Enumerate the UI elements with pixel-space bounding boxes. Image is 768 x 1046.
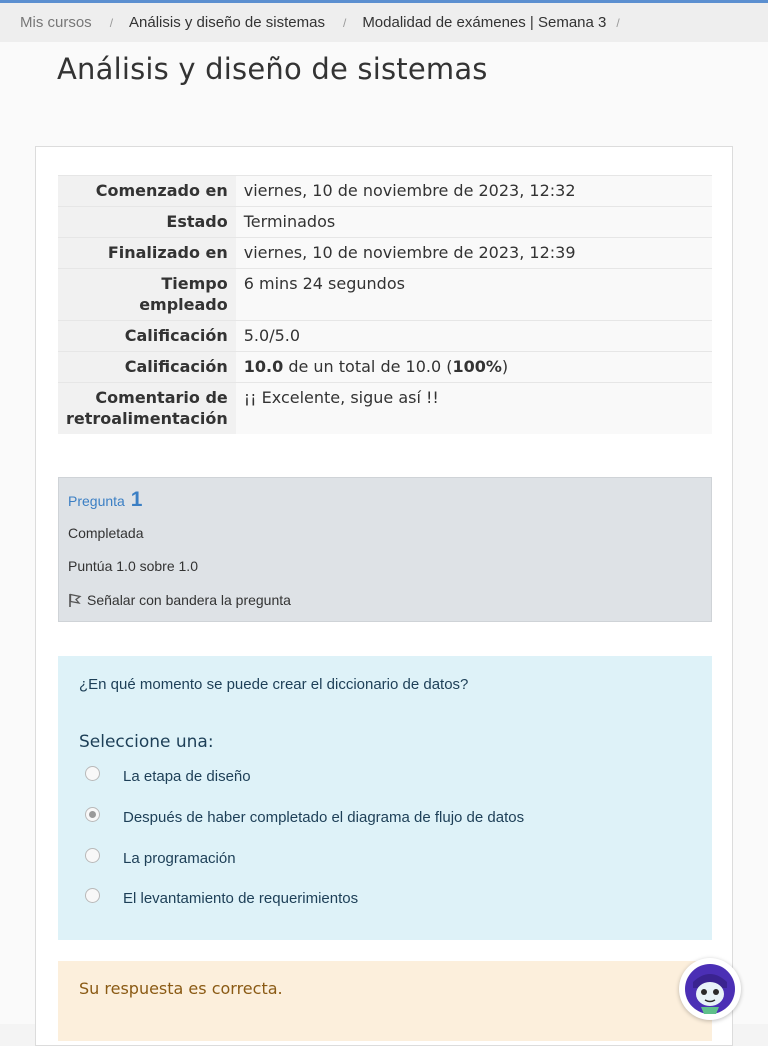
breadcrumb-separator: / [342,15,347,30]
summary-value: viernes, 10 de noviembre de 2023, 12:39 [236,238,712,269]
flag-question-label: Señalar con bandera la pregunta [87,592,291,608]
radio-button[interactable] [85,766,100,781]
question-info-panel [58,477,712,622]
summary-label-line: Tiempo [161,274,228,293]
summary-label: Comenzado en [58,176,236,207]
grade-text: de un total de 10.0 ( [283,357,453,376]
flag-question-button[interactable] [68,592,291,608]
radio-button-selected[interactable] [85,807,100,822]
summary-label-line: retroalimentación [66,409,228,428]
question-state: Completada [68,525,144,541]
chat-assistant-avatar-icon [683,962,737,1016]
attempt-summary-table [58,175,712,434]
summary-label: Calificación [58,352,236,383]
summary-value: viernes, 10 de noviembre de 2023, 12:32 [236,176,712,207]
table-row [58,383,712,435]
answer-option-label: El levantamiento de requerimientos [123,890,359,907]
answer-option-label: La programación [123,850,236,867]
table-row [58,238,712,269]
answer-option[interactable] [85,844,236,867]
feedback-panel [58,961,712,1041]
chat-assistant-button[interactable] [679,958,741,1020]
answer-option[interactable] [85,803,524,826]
feedback-message: Su respuesta es correcta. [79,979,283,998]
table-row [58,207,712,238]
quiz-review-card [35,146,733,1046]
flag-icon [68,593,82,608]
grade-text-end: ) [501,357,509,376]
summary-label: Finalizado en [58,238,236,269]
table-row [58,352,712,383]
breadcrumb-separator: / [616,15,620,30]
table-row [58,269,712,321]
question-text-panel [58,656,712,940]
radio-dot [89,811,96,818]
question-number [68,488,142,512]
summary-label [58,269,236,321]
summary-label: Estado [58,207,236,238]
summary-label [58,383,236,435]
answer-option-label: Después de haber completado el diagrama de flujo de datos [123,809,525,826]
answer-prompt: Seleccione una: [79,732,214,752]
page-content [0,42,768,1024]
breadcrumb-item-exam-section[interactable]: Modalidad de exámenes | Semana 3 [362,14,607,31]
page-title: Análisis y diseño de sistemas [57,52,488,86]
grade-percent: 100% [452,357,502,376]
summary-label: Calificación [58,321,236,352]
table-row [58,176,712,207]
radio-button[interactable] [85,848,100,863]
summary-value: ¡¡ Excelente, sigue así !! [236,383,712,435]
breadcrumb [0,3,768,42]
question-number-label: Pregunta [68,493,125,509]
question-grade: Puntúa 1.0 sobre 1.0 [68,558,198,574]
summary-value: 6 mins 24 segundos [236,269,712,321]
breadcrumb-item-course[interactable]: Análisis y diseño de sistemas [129,14,325,31]
grade-score: 10.0 [243,357,284,376]
summary-value [236,352,712,383]
table-row [58,321,712,352]
summary-value: Terminados [236,207,712,238]
summary-label-line: Comentario de [95,388,228,407]
answer-option[interactable] [85,762,251,785]
question-number-value: 1 [130,488,143,511]
question-text: ¿En qué momento se puede crear el diccionario de datos? [79,676,469,693]
breadcrumb-item-mis-cursos[interactable]: Mis cursos [20,14,92,31]
summary-label-line: empleado [139,295,228,314]
answer-option-label: La etapa de diseño [123,768,251,785]
summary-value: 5.0/5.0 [236,321,712,352]
answer-option[interactable] [85,884,358,907]
radio-button[interactable] [85,888,100,903]
breadcrumb-separator: / [109,15,114,30]
